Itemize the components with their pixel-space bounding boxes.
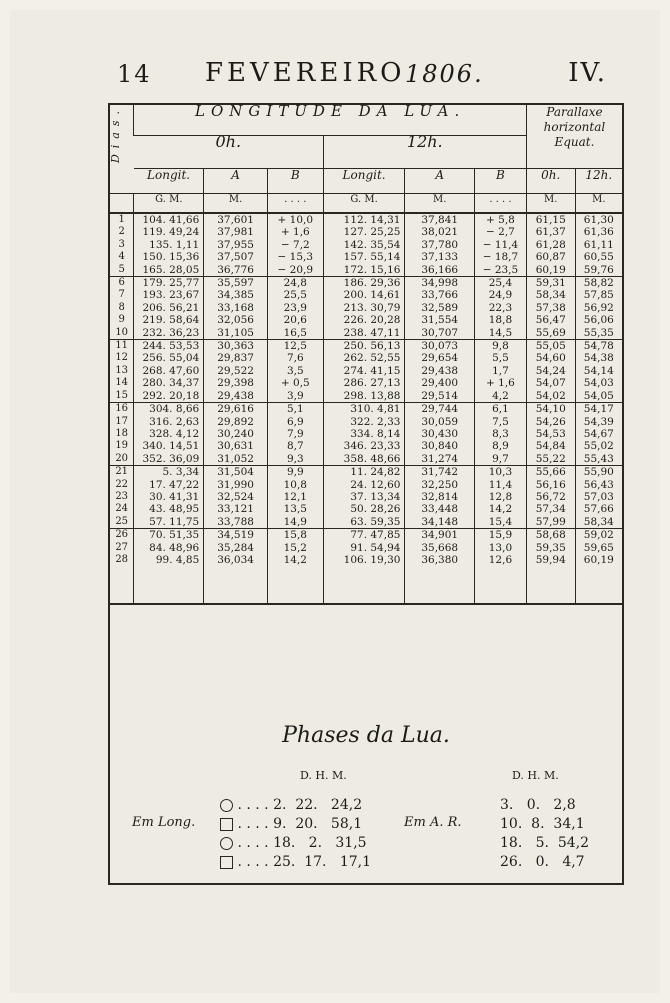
cell-lon0: 179. 25,77 193. 23,67 206. 56,21 219. 58,64 232. 36,23 <box>134 277 204 340</box>
phase-row <box>220 797 362 813</box>
day-group-row <box>110 466 622 529</box>
col-a-12: A <box>405 169 475 194</box>
day-groups <box>110 213 622 604</box>
hour-12-header: 12h. <box>323 136 526 169</box>
col-a-0: A <box>204 169 268 194</box>
cell-b12: 10,3 11,4 12,8 14,2 15,4 <box>475 466 527 529</box>
cell-b12: 6,1 7,5 8,3 8,9 9,7 <box>475 403 527 466</box>
cell-p0: 55,66 56,16 56,72 57,34 57,99 <box>526 466 575 529</box>
hour-0-header: 0h. <box>134 136 323 169</box>
cell-p0: 61,15 61,37 61,28 60,87 60,19 <box>526 213 575 277</box>
cell-a12: 34,901 35,668 36,380 <box>405 529 475 605</box>
cell-p0: 55,05 54,60 54,24 54,07 54,02 <box>526 340 575 403</box>
cell-p0: 59,31 58,34 57,38 56,47 55,69 <box>526 277 575 340</box>
phase-row <box>220 835 367 851</box>
cell-a12: 31,742 32,250 32,814 33,448 34,148 <box>405 466 475 529</box>
cell-a0: 31,504 31,990 32,524 33,121 33,788 <box>204 466 268 529</box>
unit-cell: M. <box>204 194 268 214</box>
phase-right-values: 26. 0. 4,7 <box>500 854 585 870</box>
col-longit-12: Longit. <box>323 169 405 194</box>
unit-cell: . . . . <box>475 194 527 214</box>
moon-table-frame <box>108 103 624 885</box>
em-ar-label: Em A. R. <box>404 815 462 830</box>
leader-dots: . . . . <box>233 816 274 832</box>
cell-lon12: 250. 56,13 262. 52,55 274. 41,15 286. 27,13 298. 13,88 <box>323 340 405 403</box>
year: 1806. <box>405 60 484 88</box>
unit-cell: M. <box>405 194 475 214</box>
phase-row <box>220 854 371 870</box>
cell-a12: 34,998 33,766 32,589 31,554 30,707 <box>405 277 475 340</box>
unit-cell: M. <box>526 194 575 214</box>
cell-lon0: 104. 41,66 119. 49,24 135. 1,11 150. 15,36 165. 28,05 <box>134 213 204 277</box>
conjunction-icon <box>220 799 233 812</box>
cell-a12: 37,841 38,021 37,780 37,133 36,166 <box>405 213 475 277</box>
cell-lon0: 244. 53,53 256. 55,04 268. 47,60 280. 34,37 292. 20,18 <box>134 340 204 403</box>
parallax-header: Parallaxe horizontal Equat. <box>526 105 622 169</box>
square-icon <box>220 818 233 831</box>
cell-days: 11 12 13 14 15 <box>110 340 134 403</box>
phase-right-values: 18. 5. 54,2 <box>500 835 590 851</box>
cell-a0: 29,616 29,892 30,240 30,631 31,052 <box>204 403 268 466</box>
day-group-row <box>110 277 622 340</box>
phases-title: Phases da Lua. <box>282 723 450 748</box>
cell-p12: 59,02 59,65 60,19 <box>575 529 622 605</box>
leader-dots: . . . . <box>233 854 274 870</box>
cell-p0: 58,68 59,35 59,94 <box>526 529 575 605</box>
moon-longitude-table <box>109 102 622 605</box>
unit-cell: G. M. <box>323 194 405 214</box>
cell-lon12: 186. 29,36 200. 14,61 213. 30,79 226. 20,28 238. 47,11 <box>323 277 405 340</box>
em-long-label: Em Long. <box>132 815 196 830</box>
cell-lon12: 310. 4,81 322. 2,33 334. 8,14 346. 23,33 358. 48,66 <box>323 403 405 466</box>
cell-lon12: 11. 24,82 24. 12,60 37. 13,34 50. 28,26 63. 59,35 <box>323 466 405 529</box>
cell-days: 6 7 8 9 10 <box>110 277 134 340</box>
unit-cell: G. M. <box>134 194 204 214</box>
unit-cell: . . . . <box>267 194 323 214</box>
cell-p12: 61,30 61,36 61,11 60,55 59,76 <box>575 213 622 277</box>
month-numeral: IV. <box>568 58 607 88</box>
phase-row <box>220 816 362 832</box>
cell-b0: + 10,0 + 1,6 − 7,2 − 15,3 − 20,9 <box>267 213 323 277</box>
cell-b12: 25,4 24,9 22,3 18,8 14,5 <box>475 277 527 340</box>
cell-days: 26 27 28 <box>110 529 134 605</box>
cell-a0: 37,601 37,981 37,955 37,507 36,776 <box>204 213 268 277</box>
cell-b0: 9,9 10,8 12,1 13,5 14,9 <box>267 466 323 529</box>
cell-days: 16 17 18 19 20 <box>110 403 134 466</box>
cell-p12: 54,17 54,39 54,67 55,02 55,43 <box>575 403 622 466</box>
cell-a12: 29,744 30,059 30,430 30,840 31,274 <box>405 403 475 466</box>
unit-cell <box>110 194 134 214</box>
col-b-0: B <box>267 169 323 194</box>
col-b-12: B <box>475 169 527 194</box>
day-group-row <box>110 213 622 277</box>
cell-days: 1 2 3 4 5 <box>110 213 134 277</box>
cell-p12: 55,90 56,43 57,03 57,66 58,34 <box>575 466 622 529</box>
phase-right-values: 10. 8. 34,1 <box>500 816 585 832</box>
moon-phases-section <box>110 717 622 883</box>
table-title: LONGITUDE DA LUA. <box>134 105 527 136</box>
unit-row <box>110 194 622 214</box>
cell-b0: 24,8 25,5 23,9 20,6 16,5 <box>267 277 323 340</box>
cell-p12: 58,82 57,85 56,92 56,06 55,35 <box>575 277 622 340</box>
cell-b12: 9,8 5,5 1,7 + 1,6 4,2 <box>475 340 527 403</box>
phases-head-left: D. H. M. <box>300 769 347 782</box>
day-group-row <box>110 529 622 605</box>
phase-left-values: 25. 17. 17,1 <box>273 854 372 870</box>
page-number: 14 <box>117 60 152 88</box>
phase-right-values: 3. 0. 2,8 <box>500 797 576 813</box>
cell-b0: 5,1 6,9 7,9 8,7 9,3 <box>267 403 323 466</box>
col-longit-0: Longit. <box>134 169 204 194</box>
cell-lon12: 112. 14,31 127. 25,25 142. 35,54 157. 55,14 172. 15,16 <box>323 213 405 277</box>
cell-b0: 12,5 7,6 3,5 + 0,5 3,9 <box>267 340 323 403</box>
cell-b0: 15,8 15,2 14,2 <box>267 529 323 605</box>
leader-dots: . . . . <box>233 835 274 851</box>
day-group-row <box>110 403 622 466</box>
cell-b12: + 5,8 − 2,7 − 11,4 − 18,7 − 23,5 <box>475 213 527 277</box>
cell-p0: 54,10 54,26 54,53 54,84 55,22 <box>526 403 575 466</box>
cell-a0: 30,363 29,837 29,522 29,398 29,438 <box>204 340 268 403</box>
day-group-row <box>110 340 622 403</box>
cell-lon0: 70. 51,35 84. 48,96 99. 4,85 <box>134 529 204 605</box>
cell-p12: 54,78 54,38 54,14 54,03 54,05 <box>575 340 622 403</box>
opposition-icon <box>220 837 233 850</box>
cell-lon0: 304. 8,66 316. 2,63 328. 4,12 340. 14,51 352. 36,09 <box>134 403 204 466</box>
cell-b12: 15,9 13,0 12,6 <box>475 529 527 605</box>
phases-head-right: D. H. M. <box>512 769 559 782</box>
cell-a0: 34,519 35,284 36,034 <box>204 529 268 605</box>
unit-cell: M. <box>575 194 622 214</box>
phase-left-values: 18. 2. 31,5 <box>273 835 367 851</box>
square-icon <box>220 856 233 869</box>
col-parallax-12: 12h. <box>575 169 622 194</box>
month-title: FEVEREIRO <box>205 58 406 88</box>
col-parallax-0: 0h. <box>526 169 575 194</box>
page-header <box>117 56 607 92</box>
cell-a12: 30,073 29,654 29,438 29,400 29,514 <box>405 340 475 403</box>
dias-header: Dias. <box>110 105 134 194</box>
leader-dots: . . . . <box>233 797 274 813</box>
cell-days: 21 22 23 24 25 <box>110 466 134 529</box>
phase-left-values: 9. 20. 58,1 <box>273 816 363 832</box>
cell-lon12: 77. 47,85 91. 54,94 106. 19,30 <box>323 529 405 605</box>
cell-a0: 35,597 34,385 33,168 32,056 31,105 <box>204 277 268 340</box>
column-header-row <box>110 169 622 194</box>
cell-lon0: 5. 3,34 17. 47,22 30. 41,31 43. 48,95 57. 11,75 <box>134 466 204 529</box>
phase-left-values: 2. 22. 24,2 <box>273 797 363 813</box>
